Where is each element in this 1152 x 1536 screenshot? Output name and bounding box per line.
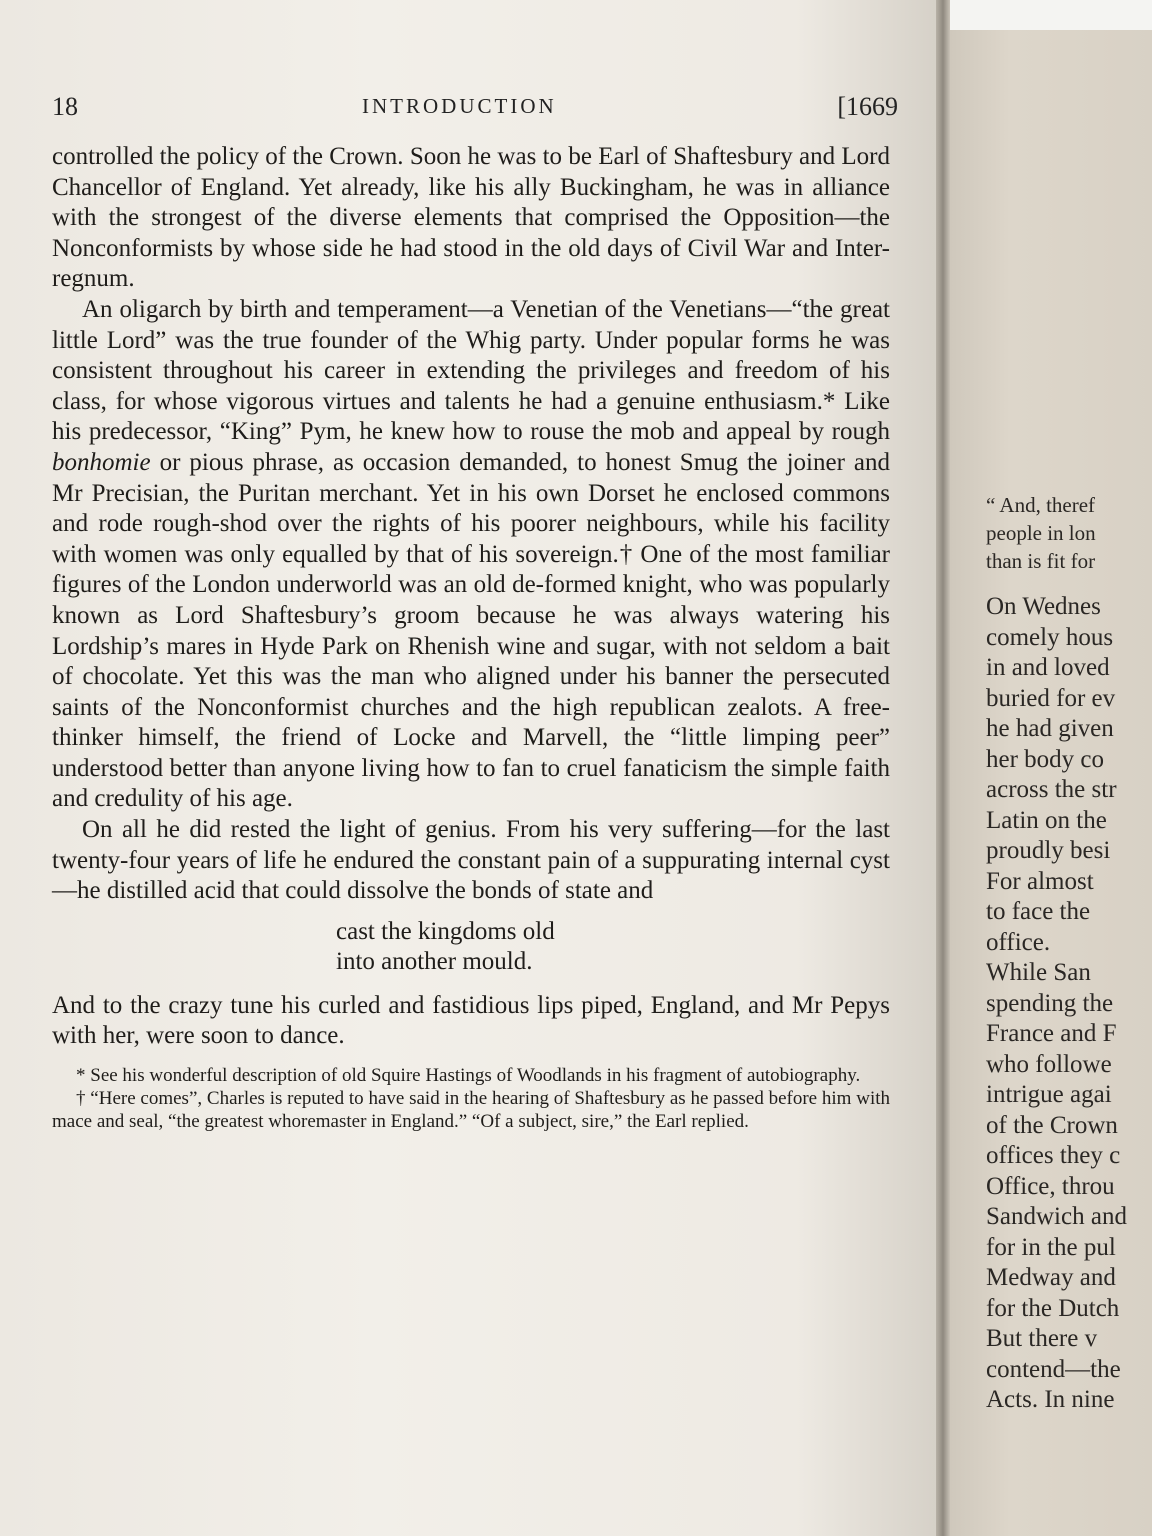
paragraph-4: And to the crazy tune his curled and fastidious lips piped, England, and Mr Pepys with her, were soon to dance.: [52, 991, 890, 1050]
right-line: for in the pul: [986, 1233, 1116, 1261]
right-line: who followe: [986, 1050, 1112, 1078]
right-line: contend—the: [986, 1355, 1121, 1383]
right-page-text: [986, 490, 1152, 1416]
verse-line-1: cast the kingdoms old: [336, 917, 555, 945]
paragraph-3: On all he did rested the light of genius. From his very suffering—for the last twenty-four years of life he endured the constant pain of a suppurating internal cyst—he distilled acid that could dissolve the bonds of state and: [52, 816, 890, 905]
year-marker: [1669: [837, 92, 898, 121]
right-gap: [986, 574, 1152, 592]
right-line: But there v: [986, 1325, 1098, 1352]
right-line: Latin on the: [986, 806, 1107, 834]
right-line: offices they c: [986, 1142, 1121, 1169]
running-head: [52, 92, 898, 132]
right-line: For almost: [986, 867, 1094, 895]
right-line: her body co: [986, 745, 1105, 773]
right-line: Sandwich and: [986, 1203, 1127, 1230]
footnote-2: † “Here comes”, Charles is reputed to have said in the hearing of Shaftesbury as he passed before him with mace and seal, “the greatest whoremaster in England.” “Of a subject, sire,” the Earl replied.: [52, 1088, 890, 1133]
right-line: spending the: [986, 989, 1114, 1017]
right-line: he had given: [986, 715, 1114, 742]
paragraph-2: [52, 295, 890, 815]
right-line: in and loved: [986, 654, 1110, 681]
chapter-title: INTRODUCTION: [362, 94, 557, 118]
right-line: proudly besi: [986, 837, 1111, 864]
right-line: While San: [986, 959, 1091, 986]
book-gutter: [936, 0, 950, 1536]
footnotes: [52, 1064, 890, 1133]
paragraph-2-part-a: An oligarch by birth and temperament—a Venetian of the Venetians—“the great little Lord” was the true founder of the Whig party. Under popular forms he was consistent throughout his career in extending the privileges and freedom of his class, for whose vigorous virtues and talents he had a genuine enthusiasm.* Like his predecessor, “King” Pym, he knew how to rouse the mob and appeal by rough: [52, 295, 890, 446]
right-line: to face the: [986, 898, 1091, 925]
footnote-1: * See his wonderful description of old Squire Hastings of Woodlands in his fragment of autobiography.: [76, 1065, 861, 1087]
right-line: France and F: [986, 1020, 1117, 1047]
page-number: 18: [52, 92, 78, 121]
background-surface: [950, 0, 1152, 30]
right-line: Office, throu: [986, 1172, 1115, 1200]
right-line: “ And, theref: [986, 493, 1096, 517]
right-line: people in lon: [986, 521, 1096, 545]
paragraph-2-part-b: or pious phrase, as occasion demanded, to honest Smug the joiner and Mr Precisian, the Puritan merchant. Yet in his own Dorset he enclosed commons and rode rough-shod over the rights of his poorer neighbours, while his facility with women was only equalled by that of his sovereign.† One of the most familiar figures of the London underworld was an old de-formed knight, who was popularly known as Lord Shaftesbury’s groom because he was always watering his Lordship’s mares in Hyde Park on Rhenish wine and sugar, with not seldom a bait of chocolate. Yet this was the man who aligned under his banner the persecuted saints of the Nonconformist churches and the high republican zealots. A free-thinker himself, the friend of Locke and Marvell, the “little limping peer” understood better than anyone living how to fan to cruel fanaticism the simple faith and credulity of his age.: [52, 448, 890, 813]
paragraph-1: controlled the policy of the Crown. Soon he was to be Earl of Shaftesbury and Lord Chancellor of England. Yet already, like his ally Buckingham, he was in alliance with the strongest of the diverse elements that comprised the Opposition—the Nonconformists by whose side he had stood in the old days of Civil War and Inter-regnum.: [52, 143, 890, 293]
right-line: of the Crown: [986, 1111, 1118, 1139]
right-line: buried for ev: [986, 684, 1116, 712]
right-line: for the Dutch: [986, 1294, 1120, 1322]
right-line: Medway and: [986, 1264, 1116, 1291]
right-line: comely hous: [986, 623, 1114, 651]
italic-word: bonhomie: [52, 448, 151, 476]
right-line: On Wednes: [986, 593, 1101, 620]
body-text: [52, 142, 890, 1133]
verse-line-2: into another mould.: [336, 947, 533, 975]
right-line: across the str: [986, 776, 1117, 803]
right-page: [950, 30, 1152, 1536]
right-line: than is fit for: [986, 549, 1096, 573]
right-line: intrigue agai: [986, 1081, 1112, 1108]
right-line: office.: [986, 928, 1051, 956]
right-line: Acts. In nine: [986, 1386, 1115, 1413]
verse-quote: [336, 917, 890, 977]
